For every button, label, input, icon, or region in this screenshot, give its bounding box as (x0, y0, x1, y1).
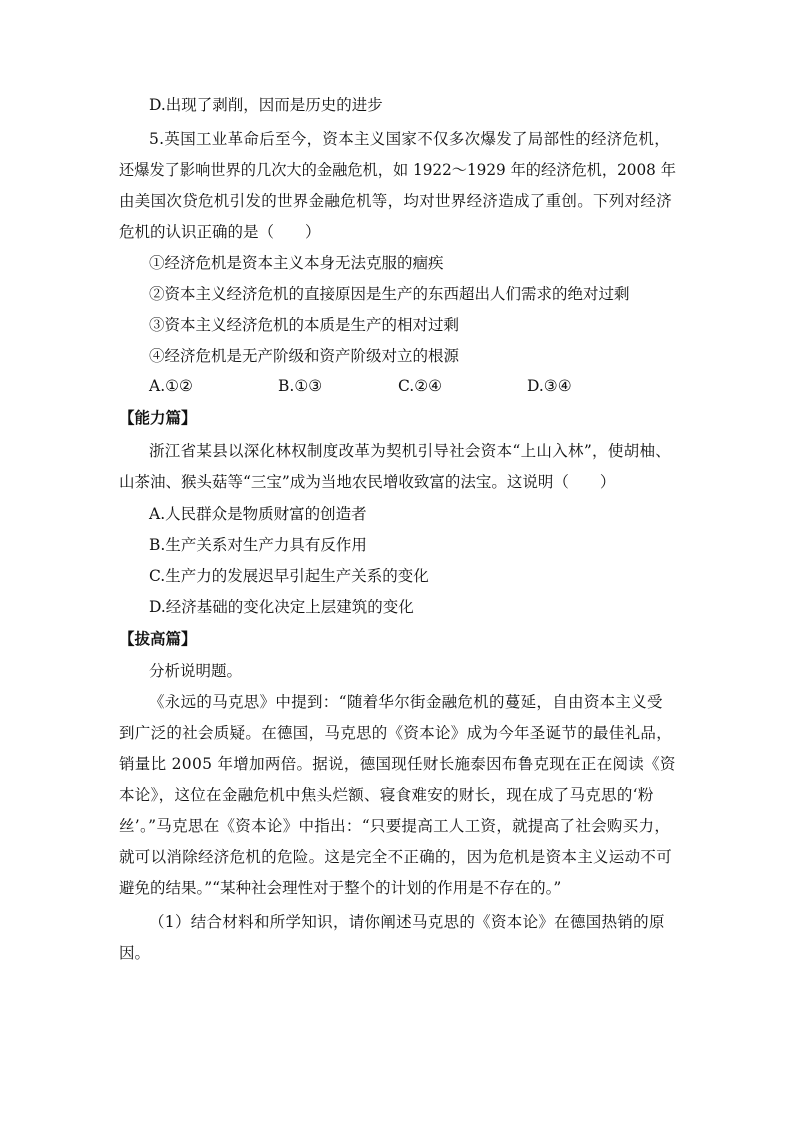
q4-option-d: D.出现了剥削，因而是历史的进步 (149, 96, 383, 114)
q5-stem-line: 5.英国工业革命后至今，资本主义国家不仅多次爆发了局部性的经济危机， (149, 130, 670, 148)
q5-stem-line: 由美国次贷危机引发的世界金融危机等，均对世界经济造成了重创。下列对经济 (119, 192, 673, 210)
q5-statement: ②资本主义经济危机的直接原因是生产的东西超出人们需求的绝对过剩 (149, 285, 630, 303)
question-line: （1）结合材料和所学知识，请你阐述马克思的《资本论》在德国热销的原 (149, 913, 665, 931)
ability-heading: 【能力篇】 (119, 408, 197, 427)
material-line: 丝’。”马克思在《资本论》中指出：“只要提高工人工资，就提高了社会购买力， (119, 817, 671, 835)
ability-stem-line: 浙江省某县以深化林权制度改革为契机引导社会资本“上山入林”，使胡柚、 (149, 442, 672, 460)
q5-option-c: C.②④ (398, 377, 443, 395)
ability-option-a: A.人民群众是物质财富的创造者 (149, 505, 367, 523)
material-line: 到广泛的社会质疑。在德国，马克思的《资本论》成为今年圣诞节的最佳礼品， (119, 724, 673, 742)
q5-statement: ④经济危机是无产阶级和资产阶级对立的根源 (149, 347, 460, 365)
q5-options-row (149, 376, 609, 398)
q5-option-d: D.③④ (527, 377, 572, 395)
q5-option-a: A.①② (149, 377, 193, 395)
material-line: 《永远的马克思》中提到：“随着华尔街金融危机的蔓延，自由资本主义受 (149, 693, 663, 711)
advanced-heading: 【拔高篇】 (119, 629, 197, 648)
q5-option-b: B.①③ (278, 377, 323, 395)
advanced-intro: 分析说明题。 (149, 662, 243, 680)
q5-statement: ①经济危机是资本主义本身无法克服的痼疾 (149, 254, 444, 272)
material-line: 避免的结果。”“某种社会理性对于整个的计划的作用是不存在的。” (119, 879, 562, 897)
question-line: 因。 (119, 944, 151, 962)
ability-option-d: D.经济基础的变化决定上层建筑的变化 (149, 598, 414, 616)
q5-stem-line: 还爆发了影响世界的几次大的金融危机，如 1922～1929 年的经济危机，2008 年 (119, 161, 676, 179)
q5-stem-line: 危机的认识正确的是（ ） (119, 223, 321, 241)
q5-statement: ③资本主义经济危机的本质是生产的相对过剩 (149, 316, 460, 334)
material-line: 本论》，这位在金融危机中焦头烂额、寝食难安的财长，现在成了马克思的‘粉 (119, 786, 654, 804)
material-line: 销量比 2005 年增加两倍。据说，德国现任财长施泰因布鲁克现在正在阅读《资 (119, 755, 676, 773)
ability-option-b: B.生产关系对生产力具有反作用 (149, 536, 367, 554)
ability-option-c: C.生产力的发展迟早引起生产关系的变化 (149, 567, 429, 585)
material-line: 就可以消除经济危机的危险。这是完全不正确的，因为危机是资本主义运动不可 (119, 848, 673, 866)
ability-stem-line: 山茶油、猴头菇等“三宝”成为当地农民增收致富的法宝。这说明（ ） (119, 473, 616, 491)
